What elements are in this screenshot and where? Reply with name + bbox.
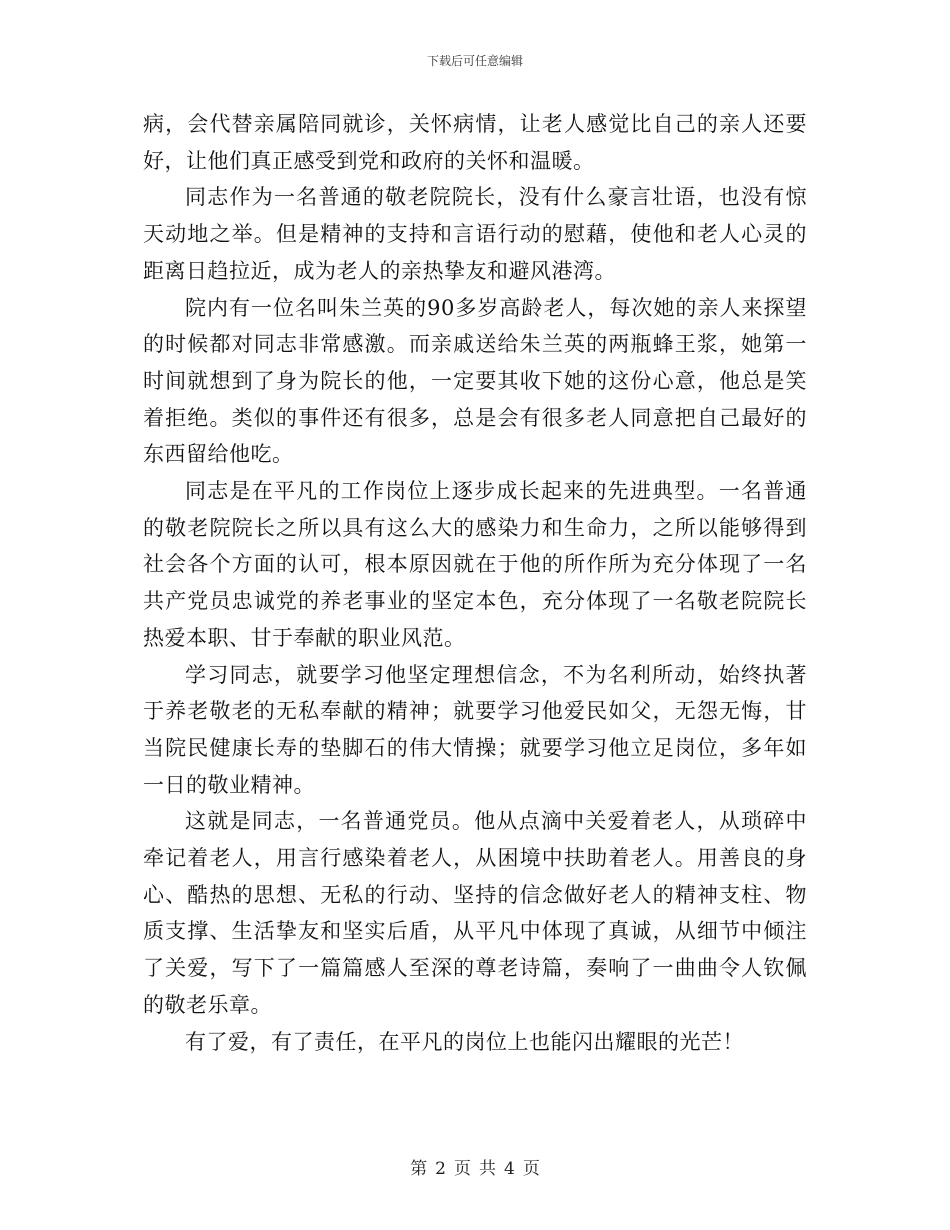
footer-current-page: 2 [435, 1159, 446, 1179]
footer-suffix: 页 [522, 1159, 540, 1179]
paragraph-6: 这就是同志，一名普通党员。他从点滴中关爱着老人，从琐碎中牵记着老人，用言行感染着老人，从困境中扶助着老人。用善良的身心、酷热的思想、无私的行动、坚持的信念做好老人的精神支柱、物质支撑、生活挚友和坚实后盾，从平凡中体现了真诚，从细节中倾注了关爱，写下了一篇篇感人至深的尊老诗篇，奏响了一曲曲令人钦佩的敬老乐章。 [143, 809, 807, 1017]
footer-total-word: 共 [479, 1159, 496, 1179]
page-header-note: 下载后可任意编辑 [426, 54, 523, 68]
footer-total-pages: 4 [504, 1159, 515, 1179]
footer-page-word: 页 [454, 1159, 471, 1179]
document-body [143, 106, 807, 1060]
paragraph-1: 病，会代替亲属陪同就诊，关怀病情，让老人感觉比自己的亲人还要好，让他们真正感受到党和政府的关怀和温暖。 [143, 112, 807, 173]
paragraph-4: 同志是在平凡的工作岗位上逐步成长起来的先进典型。一名普通的敬老院院长之所以具有这么大的感染力和生命力，之所以能够得到社会各个方面的认可，根本原因就在于他的所作所为充分体现了一名共产党员忠诚党的养老事业的坚定本色，充分体现了一名敬老院院长热爱本职、甘于奉献的职业风范。 [143, 479, 807, 650]
footer-prefix: 第 [410, 1159, 428, 1179]
page-footer [0, 1154, 950, 1179]
paragraph-3: 院内有一位名叫朱兰英的90多岁高龄老人，每次她的亲人来探望的时候都对同志非常感激。而亲戚送给朱兰英的两瓶蜂王浆，她第一时间就想到了身为院长的他，一定要其收下她的这份心意，他总是笑着拒绝。类似的事件还有很多，总是会有很多老人同意把自己最好的东西留给他吃。 [143, 295, 807, 467]
paragraph-7: 有了爱，有了责任，在平凡的岗位上也能闪出耀眼的光芒！ [185, 1029, 744, 1054]
paragraph-5: 学习同志，就要学习他坚定理想信念，不为名利所动，始终执著于养老敬老的无私奉献的精神；就要学习他爱民如父，无怨无悔，甘当院民健康长寿的垫脚石的伟大情操；就要学习他立足岗位，多年如一日的敬业精神。 [143, 662, 807, 797]
paragraph-2: 同志作为一名普通的敬老院院长，没有什么豪言壮语，也没有惊天动地之举。但是精神的支持和言语行动的慰藉，使他和老人心灵的距离日趋拉近，成为老人的亲热挚友和避风港湾。 [143, 185, 807, 283]
